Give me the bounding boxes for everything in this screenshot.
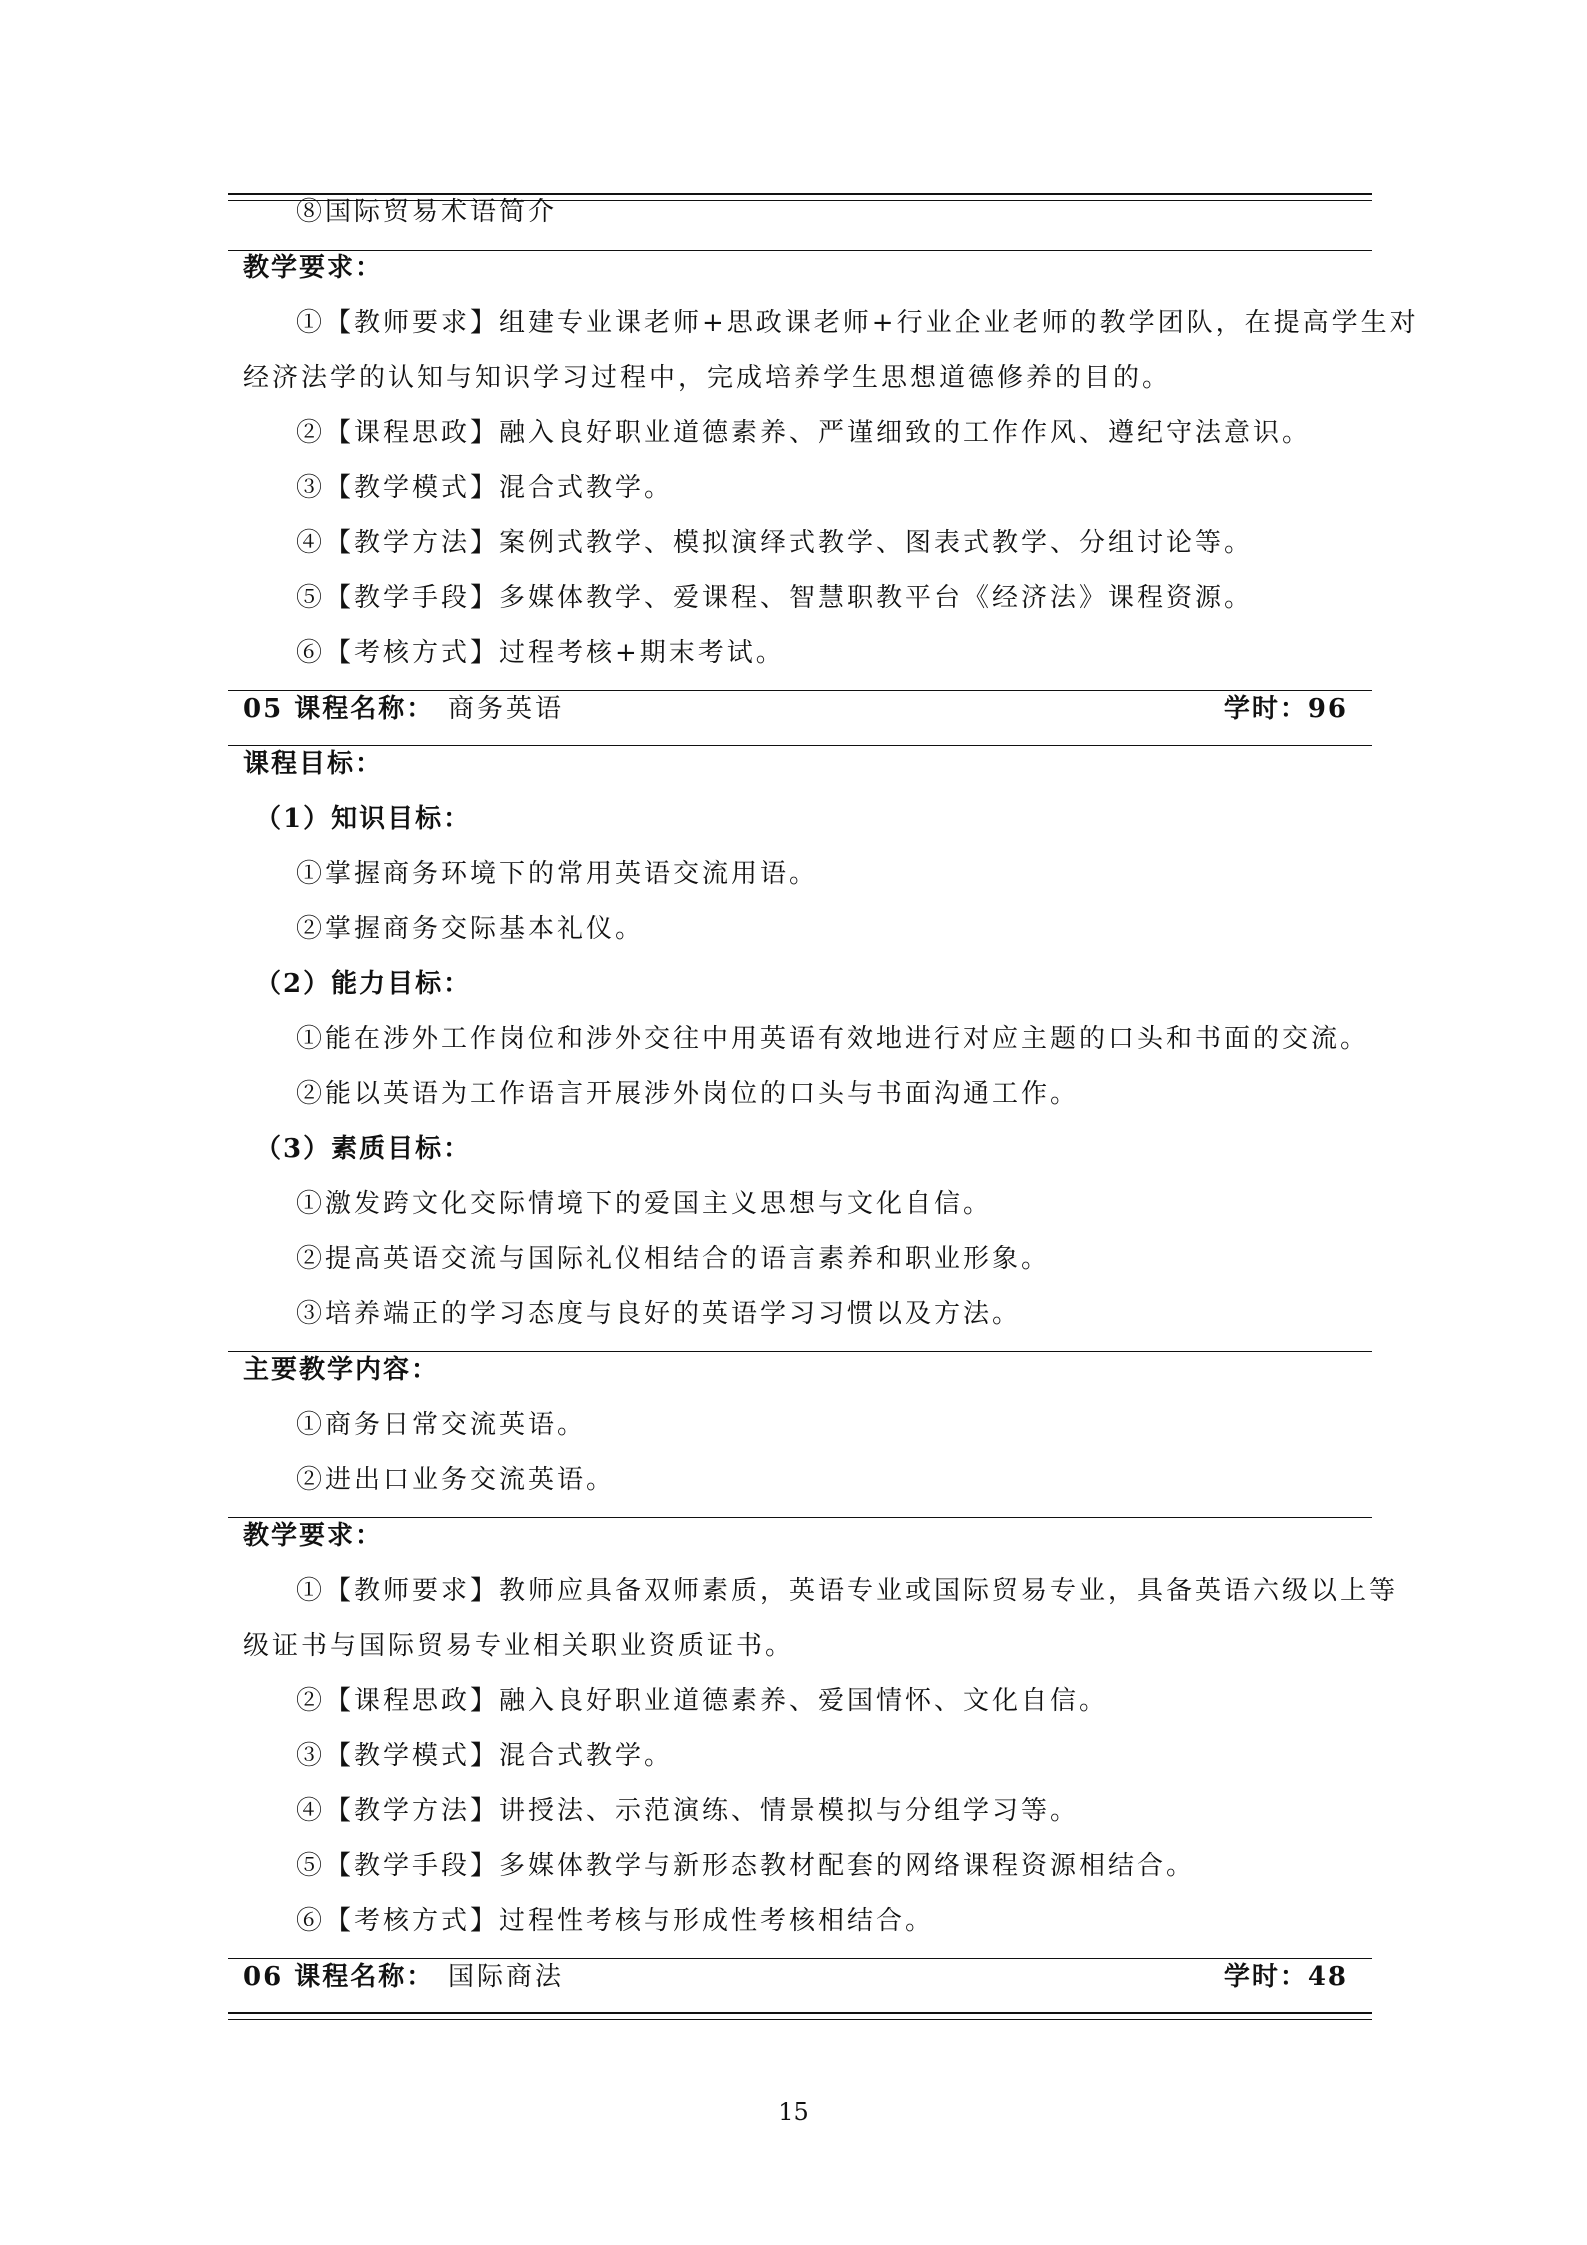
requirement-means: ⑤【教学手段】多媒体教学、爱课程、智慧职教平台《经济法》课程资源。 [296, 583, 1254, 613]
ability-item: ①能在涉外工作岗位和涉外交往中用英语有效地进行对应主题的口头和书面的交流。 [296, 1024, 1370, 1054]
section-divider [228, 1517, 1372, 1518]
requirement-mode: ③【教学模式】混合式教学。 [296, 473, 674, 503]
requirement-teacher: ①【教师要求】教师应具备双师素质，英语专业或国际贸易专业，具备英语六级以上等 [296, 1576, 1399, 1606]
requirements-heading: 教学要求： [243, 1521, 384, 1551]
course-label: 05 课程名称： [243, 694, 435, 724]
ability-item: ②能以英语为工作语言开展涉外岗位的口头与书面沟通工作。 [296, 1079, 1080, 1109]
requirement-mode: ③【教学模式】混合式教学。 [296, 1741, 674, 1771]
requirement-assessment: ⑥【考核方式】过程性考核与形成性考核相结合。 [296, 1906, 935, 1936]
quality-heading: （3）素质目标： [255, 1134, 472, 1164]
content-item: ②进出口业务交流英语。 [296, 1465, 616, 1495]
course-name: 商务英语 [448, 694, 565, 724]
course-name: 国际商法 [448, 1962, 565, 1992]
knowledge-heading: （1）知识目标： [255, 804, 472, 834]
knowledge-item: ②掌握商务交际基本礼仪。 [296, 914, 645, 944]
ability-heading: （2）能力目标： [255, 969, 472, 999]
requirements-heading: 教学要求： [243, 253, 384, 283]
course-05-header [243, 692, 1358, 726]
course-hours: 学时：48 [1223, 1962, 1348, 1992]
course-06-header [243, 1960, 1358, 1994]
requirement-teacher-cont: 级证书与国际贸易专业相关职业资质证书。 [243, 1631, 795, 1661]
section-divider [228, 1958, 1372, 1959]
page-number: 15 [778, 2098, 809, 2126]
objectives-heading: 课程目标： [243, 749, 384, 779]
quality-item: ②提高英语交流与国际礼仪相结合的语言素养和职业形象。 [296, 1244, 1051, 1274]
requirement-method: ④【教学方法】讲授法、示范演练、情景模拟与分组学习等。 [296, 1796, 1080, 1826]
requirement-means: ⑤【教学手段】多媒体教学与新形态教材配套的网络课程资源相结合。 [296, 1851, 1196, 1881]
requirement-teacher: ①【教师要求】组建专业课老师+思政课老师+行业企业老师的教学团队，在提高学生对 [296, 308, 1419, 338]
requirement-assessment: ⑥【考核方式】过程考核+期末考试。 [296, 638, 785, 668]
content-item-8: ⑧国际贸易术语简介 [296, 197, 558, 227]
requirement-ideology: ②【课程思政】融入良好职业道德素养、严谨细致的工作作风、遵纪守法意识。 [296, 418, 1312, 448]
section-divider [228, 745, 1372, 746]
section-divider [228, 250, 1372, 251]
requirement-method: ④【教学方法】案例式教学、模拟演绎式教学、图表式教学、分组讨论等。 [296, 528, 1254, 558]
bottom-double-rule [228, 2012, 1372, 2020]
requirement-ideology: ②【课程思政】融入良好职业道德素养、爱国情怀、文化自信。 [296, 1686, 1109, 1716]
quality-item: ①激发跨文化交际情境下的爱国主义思想与文化自信。 [296, 1189, 993, 1219]
requirement-teacher-cont: 经济法学的认知与知识学习过程中，完成培养学生思想道德修养的目的。 [243, 363, 1172, 393]
course-label: 06 课程名称： [243, 1962, 435, 1992]
section-divider [228, 690, 1372, 691]
content-heading: 主要教学内容： [243, 1355, 440, 1385]
quality-item: ③培养端正的学习态度与良好的英语学习习惯以及方法。 [296, 1299, 1022, 1329]
section-divider [228, 1351, 1372, 1352]
knowledge-item: ①掌握商务环境下的常用英语交流用语。 [296, 859, 819, 889]
content-item: ①商务日常交流英语。 [296, 1410, 587, 1440]
course-hours: 学时：96 [1223, 694, 1348, 724]
